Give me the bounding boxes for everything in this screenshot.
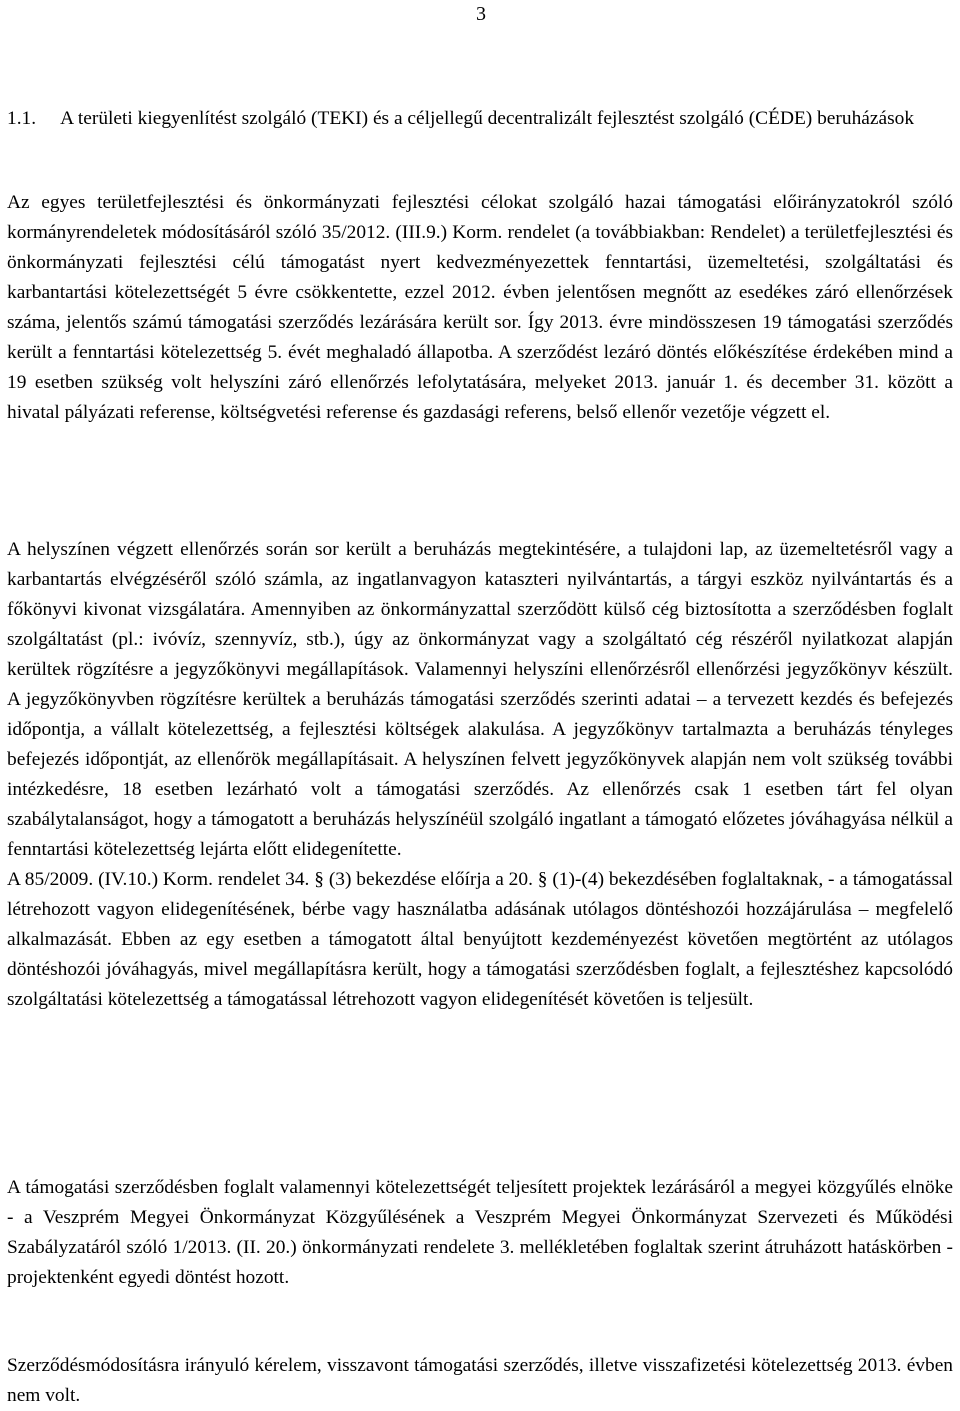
paragraph-onsite-inspection: A helyszínen végzett ellenőrzés során sor került a beruházás megtekintésére, a tulajdoni lap, az üzemeltetésről vagy a karbantartás elvégzéséről szóló számla, az ingatlanvagyon kataszteri nyilvántartás, a tárgyi eszköz nyilvántartás és a főkönyvi kivonat vizsgálatára. Amennyiben az önkormányzattal szerződött külső cég biztosította a szerződésben foglalt szolgáltatást (pl.: ivóvíz, szennyvíz, stb.), úgy az önkormányzat vagy a szolgáltató cég részéről nyilatkozat alapján kerültek rögzítésre a jegyzőkönyvi megállapítások. Valamennyi helyszíni ellenőrzésről ellenőrzési jegyzőkönyv készült. A jegyzőkönyvben rögzítésre kerültek a beruházás támogatási szerződés szerinti adatai – a tervezett kezdés és befejezés időpontja, a vállalt kötelezettség, a fejlesztési költségek alakulása. A jegyzőkönyv tartalmazta a beruházás tényleges befejezés időpontját, az ellenőrök megállapításait. A helyszínen felvett jegyzőkönyvek alapján nem volt szükség további intézkedésre, 18 esetben lezárható volt a támogatási szerződés. Az ellenőrzés csak 1 esetben tárt fel olyan szabálytalanságot, hogy a támogatott a beruházás helyszínéül szolgáló ingatlant a támogató előzetes jóváhagyása nélkül a fenntartási kötelezettség lejárta előtt elidegenítette.	[7, 539, 953, 860]
paragraph-regulation-85-2009: A 85/2009. (IV.10.) Korm. rendelet 34. § (3) bekezdése előírja a 20. § (1)-(4) bekezdésében foglaltaknak, - a támogatással létrehozott vagyon elidegenítésének, bérbe vagy használatba adásának utólagos döntéshozói hozzájárulása – megfelelő alkalmazását. Ebben az egy esetben a támogatott által benyújtott kezdeményezést követően megtörtént az utólagos döntéshozói jóváhagyás, mivel megállapításra került, hogy a támogatási szerződésben foglalt, a fejlesztéshez kapcsolódó szolgáltatási kötelezettség a támogatással létrehozott vagyon elidegenítését követően is teljesült.	[7, 869, 953, 1010]
paragraph-project-closure: A támogatási szerződésben foglalt valamennyi kötelezettségét teljesített projektek lezárásáról a megyei közgyűlés elnöke - a Veszprém Megyei Önkormányzat Közgyűlésének a Veszprém Megyei Önkormányzat Szervezeti és Működési Szabályzatáról szóló 1/2013. (II. 20.) önkormányzati rendelete 3. mellékletében foglaltak szerint átruházott hatáskörben - projektenként egyedi döntést hozott.	[7, 1177, 953, 1288]
paragraph-no-modifications: Szerződésmódosításra irányuló kérelem, visszavont támogatási szerződés, illetve visszafizetési kötelezettség 2013. évben nem volt.	[7, 1355, 953, 1406]
section-number: 1.1.	[7, 108, 37, 129]
paragraph-teki-cede-intro: Az egyes területfejlesztési és önkormányzati fejlesztési célokat szolgáló hazai támogatási előirányzatokról szóló kormányrendeletek módosításáról szóló 35/2012. (III.9.) Korm. rendelet (a továbbiakban: Rendelet) a területfejlesztési és önkormányzati fejlesztési célú támogatást nyert kedvezményezettek fenntartási, üzemeltetési, szolgáltatási és karbantartási kötelezettségét 5 évre csökkentette, ezzel 2012. évben jelentősen megnőtt az esedékes záró ellenőrzések száma, jelentős számú támogatási szerződés lezárására került sor. Így 2013. évre mindösszesen 19 támogatási szerződés került a fenntartási kötelezettség 5. évét meghaladó állapotba. A szerződést lezáró döntés előkészítése érdekében mind a 19 esetben szükség volt helyszíni záró ellenőrzés lefolytatására, melyeket 2013. január 1. és december 31. között a hivatal pályázati referense, költségvetési referense és gazdasági referens, belső ellenőr vezetője végzett el.	[7, 192, 953, 423]
page-number: 3	[476, 3, 486, 25]
section-heading	[7, 104, 953, 134]
document-page	[7, 0, 953, 1408]
section-title: A területi kiegyenlítést szolgáló (TEKI) és a céljellegű decentralizált fejlesztést szolgáló (CÉDE) beruházások	[60, 108, 915, 129]
